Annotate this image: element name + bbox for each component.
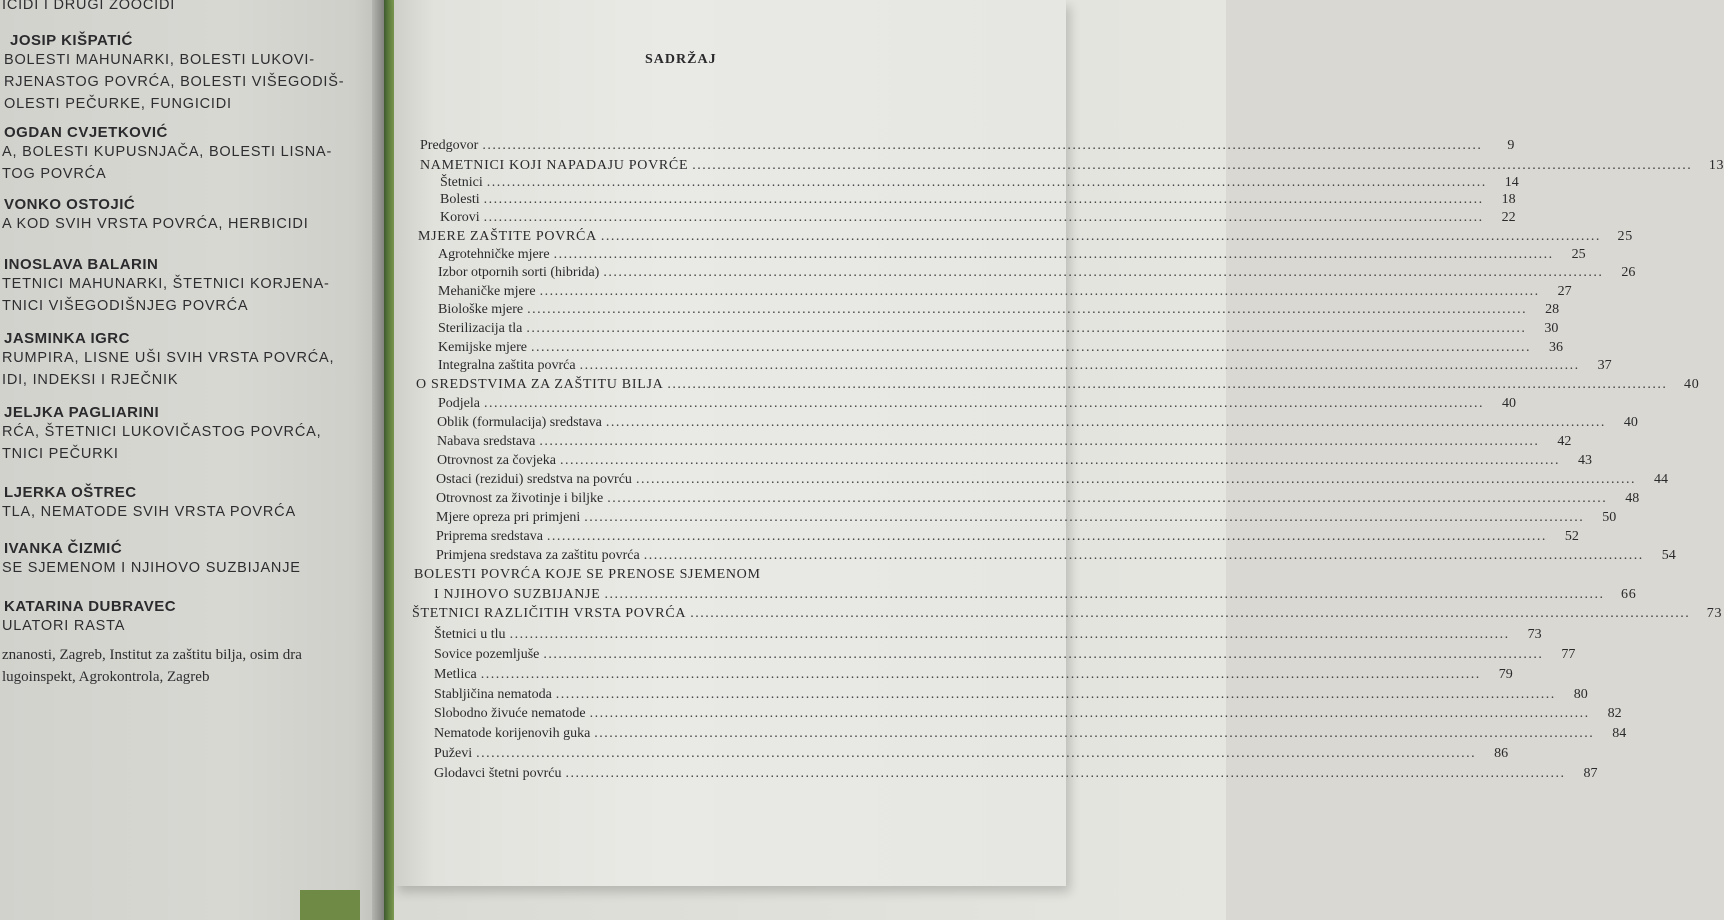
toc-entry-label: O SREDSTVIMA ZA ZAŠTITU BILJA [416,377,664,392]
toc-leader-dots: ........................................................................................................................................................................................................ [526,321,1527,336]
left-block-6 [0,404,321,465]
toc-entry-row [438,320,1559,338]
author-name: KATARINA DUBRAVEC [4,598,177,615]
author-name: OGDAN CVJETKOVIĆ [4,124,168,141]
toc-entry-label: Štetnici [440,175,483,190]
left-footer [0,644,302,688]
toc-entry-label: Nematode korijenovih guka [434,726,591,741]
left-block-8 [0,540,301,579]
left-line: ICIDI I DRUGI ZOOCIDI [2,0,176,13]
toc-leader-dots: ........................................................................................................................................................................................................ [555,687,1556,702]
toc-leader-dots: ........................................................................................................................................................................................................ [589,706,1590,721]
toc-entry-label: Štetnici u tlu [434,627,506,642]
toc-entry-label: Glodavci štetni povrću [434,766,562,781]
left-block-7 [0,484,296,523]
toc-section-row [412,605,1723,623]
toc-leader-dots: ........................................................................................................................................................................................................ [476,746,1477,761]
toc-leader-dots: ........................................................................................................................................................................................................ [553,247,1554,262]
toc-entry-label: Sterilizacija tla [438,321,523,336]
toc-leader-dots: ........................................................................................................................................................................................................ [486,175,1487,190]
toc-leader-dots: ........................................................................................................................................................................................................ [484,396,1484,411]
author-name: JASMINKA IGRC [4,330,130,347]
toc-entry-row [437,452,1592,470]
author-name: JELJKA PAGLIARINI [4,404,160,421]
toc-leader-dots: ........................................................................................................................................................................................................ [483,192,1484,207]
toc-entry-row [436,490,1640,508]
toc-page-number: 37 [1597,358,1612,373]
toc-page-number: 25 [1617,229,1633,244]
toc-page-number: 44 [1653,472,1668,487]
toc-entry-label: Biološke mjere [438,302,524,317]
footer-line: znanosti, Zagreb, Institut za zaštitu bilja, osim dra [2,647,302,663]
toc-leader-dots: ........................................................................................................................................................................................................ [480,667,1481,682]
toc-entry-label: Slobodno živuće nematode [434,706,586,721]
toc-entry-row [437,433,1572,451]
toc-page-number: 52 [1564,529,1579,544]
toc-entry-label: Priprema sredstava [436,529,543,544]
toc-page-number: 42 [1557,434,1572,449]
toc-leader-dots: ........................................................................................................................................................................................................ [546,529,1547,544]
author-name: JOSIP KIŠPATIĆ [10,32,133,49]
toc-leader-dots: ........................................................................................................................................................................................................ [579,358,1580,373]
left-line: OLESTI PEČURKE, FUNGICIDI [4,96,232,112]
footer-line: lugoinspekt, Agrokontrola, Zagreb [2,669,210,685]
toc-entry-row [438,301,1560,319]
toc-entry-label: Nabava sredstava [437,434,536,449]
toc-entry-label: Predgovor [420,138,479,153]
toc-entry-row [434,725,1627,743]
left-line: A, BOLESTI KUPUSNJAČA, BOLESTI LISNA- [2,144,333,160]
toc-page-number: 22 [1501,210,1516,225]
toc-leader-dots: ........................................................................................................................................................................................................ [539,434,1540,449]
toc-entry-row [434,705,1622,723]
toc-section-row [416,376,1700,394]
book-cover-edge [384,0,394,920]
toc-entry-row [440,209,1516,227]
toc-entry-label: Integralna zaštita povrća [438,358,576,373]
toc-leader-dots: ........................................................................................................................................................................................................ [559,453,1560,468]
toc-entry-label: Oblik (formulacija) sredstava [437,415,602,430]
toc-leader-dots: ........................................................................................................................................................................................................ [584,510,1585,525]
left-line: TNICI VIŠEGODIŠNJEG POVRĆA [2,298,249,314]
left-line: TLA, NEMATODE SVIH VRSTA POVRĆA [2,504,296,520]
toc-leader-dots: ........................................................................................................................................................................................................ [527,302,1528,317]
toc-entry-row [436,471,1668,489]
toc-page-number: 73 [1527,627,1542,642]
toc-page-number: 13 [1708,158,1724,173]
toc-entry-label: Mehaničke mjere [438,284,536,299]
toc-leader-dots: ........................................................................................................................................................................................................ [603,265,1604,280]
left-line: RJENASTOG POVRĆA, BOLESTI VIŠEGODIŠ- [4,74,345,90]
toc-entry-row [434,626,1542,644]
toc-leader-dots: ........................................................................................................................................................................................................ [600,229,1601,244]
toc-page-number: 14 [1504,175,1519,190]
toc-entry-label: MJERE ZAŠTITE POVRĆA [418,229,597,244]
left-page [0,0,384,920]
toc-entry-row [438,357,1612,375]
toc-entry-label: Agrotehničke mjere [438,247,550,262]
toc-page-number: 40 [1502,396,1516,411]
left-line: IDI, INDEKSI I RJEČNIK [2,372,179,388]
toc-entry-row [438,264,1636,282]
toc-page-number: 54 [1661,548,1676,563]
toc-entry-row [440,174,1519,192]
toc-page-number: 18 [1501,192,1516,207]
left-block-5 [0,330,334,391]
toc-entry-label: Stabljičina nematoda [434,687,552,702]
author-name: VONKO OSTOJIĆ [4,196,136,213]
left-line: TNICI PEČURKI [2,446,119,462]
toc-page-number: 43 [1577,453,1592,468]
toc-entry-label: Korovi [440,210,480,225]
toc-leader-dots: ........................................................................................................................................................................................................ [565,766,1566,781]
author-name: INOSLAVA BALARIN [4,256,159,273]
left-block-4 [0,256,330,317]
toc-page-number: 48 [1625,491,1640,506]
toc-page-number: 79 [1498,667,1513,682]
toc-entry-label: Ostaci (rezidui) sredstva na povrću [436,472,632,487]
left-block-2 [0,124,332,185]
toc-entry-row [438,395,1516,413]
left-line: RĆA, ŠTETNICI LUKOVIČASTOG POVRĆA, [2,424,322,440]
toc-leader-dots: ........................................................................................................................................................................................................ [509,627,1510,642]
left-block-0 [0,0,175,16]
toc-entry-label: Sovice pozemljuše [434,647,540,662]
toc-page-number: 26 [1621,265,1636,280]
left-line: A KOD SVIH VRSTA POVRĆA, HERBICIDI [2,216,309,232]
toc-entry-label: Podjela [438,396,480,411]
toc-page-number: 80 [1573,687,1588,702]
toc-entry-label: NAMETNICI KOJI NAPADAJU POVRĆE [420,158,689,173]
left-line: TOG POVRĆA [2,166,107,182]
toc-leader-dots: ........................................................................................................................................................................................................ [482,138,1483,153]
left-block-3 [0,196,309,235]
toc-entry-label: Primjena sredstava za zaštitu povrća [436,548,640,563]
toc-entry-label: I NJIHOVO SUZBIJANJE [434,587,601,602]
toc-section-row [418,228,1633,246]
left-line: SE SJEMENOM I NJIHOVO SUZBIJANJE [2,560,301,576]
toc-entry-row [440,191,1516,209]
left-line: TETNICI MAHUNARKI, ŠTETNICI KORJENA- [2,276,330,292]
author-name: IVANKA ČIZMIĆ [4,540,123,557]
toc-entry-row [438,283,1572,301]
toc-entry-row [436,547,1676,565]
toc-entry-row [434,666,1513,684]
toc-entry-label: Kemijske mjere [438,340,528,355]
toc-page-number: 40 [1623,415,1638,430]
left-line: BOLESTI MAHUNARKI, BOLESTI LUKOVI- [4,52,315,68]
toc-leader-dots: ........................................................................................................................................................................................................ [607,491,1608,506]
toc-entry-label: Bolesti [440,192,480,207]
toc-leader-dots: ........................................................................................................................................................................................................ [643,548,1644,563]
book-cover-corner [300,890,360,920]
toc-leader-dots: ........................................................................................................................................................................................................ [594,726,1595,741]
toc-heading-line: BOLESTI POVRĆA KOJE SE PRENOSE SJEMENOM [414,567,761,582]
toc-entry-label: Otrovnost za životinje i biljke [436,491,604,506]
toc-page-number: 86 [1494,746,1509,761]
toc-leader-dots: ........................................................................................................................................................................................................ [605,415,1606,430]
toc-leader-dots: ........................................................................................................................................................................................................ [690,606,1691,621]
toc-entry-label: Puževi [434,746,473,761]
toc-leader-dots: ........................................................................................................................................................................................................ [667,377,1668,392]
toc-entry-row [434,686,1588,704]
toc-page-number: 40 [1684,377,1700,392]
toc-entry-row [434,745,1509,763]
toc-page-number: 82 [1607,706,1622,721]
toc-entry-row [420,137,1515,155]
toc-entry-label: Mjere opreza pri primjeni [436,510,581,525]
toc-entry-row [436,509,1617,527]
toc-page-number: 87 [1583,766,1598,781]
toc-entry-row [434,765,1598,783]
toc-page-number: 84 [1612,726,1627,741]
toc-leader-dots: ........................................................................................................................................................................................................ [635,472,1636,487]
toc-entry-label: Otrovnost za čovjeka [437,453,556,468]
toc-entry-label: Metlica [434,667,477,682]
toc-leader-dots: ........................................................................................................................................................................................................ [692,158,1693,173]
toc-leader-dots: ........................................................................................................................................................................................................ [531,340,1532,355]
toc-entry-label: Izbor otpornih sorti (hibrida) [438,265,600,280]
toc-page-number: 9 [1507,138,1515,153]
toc-page-number: 30 [1544,321,1559,336]
toc-page-number: 25 [1571,247,1586,262]
toc-page-number: 28 [1545,302,1560,317]
left-line: ULATORI RASTA [2,618,126,634]
toc-entry-label: ŠTETNICI RAZLIČITIH VRSTA POVRĆA [412,606,687,621]
toc-entry-row [438,339,1564,357]
left-block-9 [0,598,176,637]
toc-section-row [420,157,1724,175]
toc-entry-row [438,246,1586,264]
toc-leader-dots: ........................................................................................................................................................................................................ [483,210,1484,225]
toc-leader-dots: ........................................................................................................................................................................................................ [543,647,1544,662]
toc-entry-row [434,646,1576,664]
author-name: LJERKA OŠTREC [4,484,137,501]
left-line: RUMPIRA, LISNE UŠI SVIH VRSTA POVRĆA, [2,350,335,366]
toc-entry-row [437,414,1638,432]
toc-leader-dots: ........................................................................................................................................................................................................ [604,587,1605,602]
toc-page-number: 27 [1557,284,1572,299]
toc-leader-dots: ........................................................................................................................................................................................................ [539,284,1540,299]
toc-page-number: 77 [1561,647,1576,662]
toc-page-number: 50 [1602,510,1617,525]
toc-page-number: 36 [1549,340,1564,355]
toc-page-number: 73 [1706,606,1723,621]
left-block-1 [0,32,344,115]
toc-section-row [434,586,1637,604]
toc-entry-row [436,528,1579,546]
toc-page-number: 66 [1621,587,1637,602]
toc-title: SADRŽAJ [645,52,717,67]
